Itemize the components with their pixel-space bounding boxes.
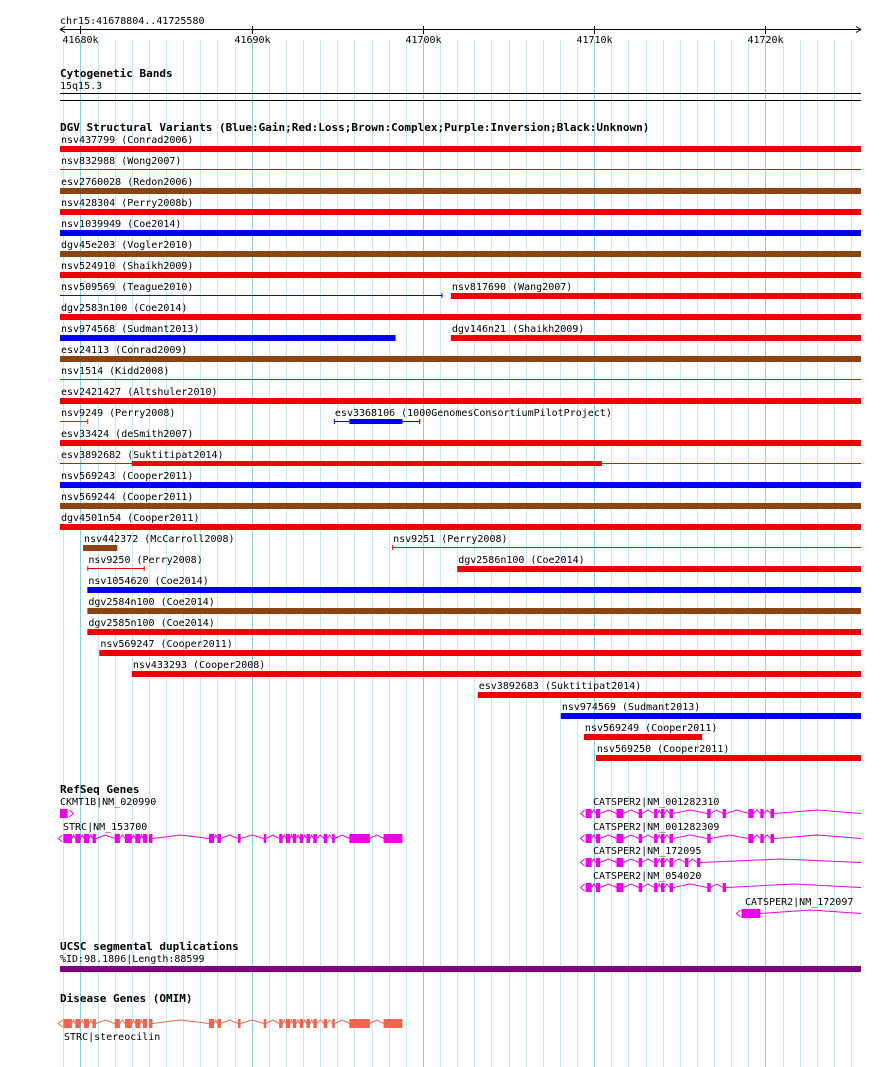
omim-gene-exon bbox=[125, 1019, 132, 1028]
gene-exon bbox=[75, 834, 80, 843]
variant-label: nsv524910 (Shaikh2009) bbox=[61, 261, 194, 272]
variant-label: dgv2583n100 (Coe2014) bbox=[61, 303, 188, 314]
variant-bar bbox=[451, 293, 861, 299]
omim-gene-exon bbox=[293, 1019, 296, 1028]
variant-label: nsv569249 (Cooper2011) bbox=[584, 723, 718, 734]
gene-exon bbox=[300, 834, 303, 843]
variant-bar bbox=[87, 629, 861, 635]
variant-bar bbox=[99, 650, 861, 656]
segdup-label: %ID:98.1806|Length:88599 bbox=[60, 954, 205, 965]
omim-gene-exon bbox=[286, 1019, 290, 1028]
gene-label: CATSPER2|NM_172095 bbox=[593, 846, 702, 857]
omim-gene-label: STRC|stereocilin bbox=[64, 1032, 161, 1043]
gene-intron-line bbox=[592, 859, 861, 863]
gene-label: CKMT1B|NM_020990 bbox=[60, 797, 157, 808]
variant-bar bbox=[451, 335, 861, 341]
variant-label: nsv832988 (Wong2007) bbox=[61, 156, 182, 167]
gene-exon bbox=[748, 834, 753, 843]
gene-exon bbox=[586, 883, 592, 892]
gene-exon bbox=[149, 834, 152, 843]
gene-exon bbox=[723, 809, 726, 818]
refseq-track-title: RefSeq Genes bbox=[60, 783, 140, 796]
gene-strand-arrow bbox=[581, 884, 585, 891]
variant-label: dgv45e203 (Vogler2010) bbox=[61, 240, 194, 251]
omim-gene-exon bbox=[307, 1019, 310, 1028]
dgv-track-title: DGV Structural Variants (Blue:Gain;Red:Loss;Brown:Complex;Purple:Inversion;Black:Unknown) bbox=[60, 121, 650, 134]
variant-bar bbox=[83, 545, 117, 551]
variant-bar bbox=[60, 314, 861, 320]
variant-label: esv2421427 (Altshuler2010) bbox=[61, 387, 218, 398]
gene-exon bbox=[639, 883, 642, 892]
gene-exon bbox=[748, 809, 753, 818]
variant-label: dgv2585n100 (Coe2014) bbox=[88, 618, 215, 629]
gene-exon bbox=[60, 809, 68, 818]
variant-core-bar bbox=[349, 419, 402, 424]
variant-label: nsv437799 (Conrad2006) bbox=[61, 135, 194, 146]
variant-label: dgv2586n100 (Coe2014) bbox=[458, 555, 585, 566]
gene-exon bbox=[661, 858, 664, 867]
variant-core-bar bbox=[132, 461, 602, 466]
gene-exon bbox=[771, 809, 774, 818]
variant-bar bbox=[60, 335, 396, 341]
gene-exon bbox=[616, 858, 623, 867]
gene-exon bbox=[313, 834, 316, 843]
variant-bar bbox=[60, 251, 861, 257]
gene-exon bbox=[771, 834, 774, 843]
gene-exon bbox=[217, 834, 220, 843]
gene-exon bbox=[670, 809, 673, 818]
gene-exon bbox=[654, 883, 657, 892]
variant-bar bbox=[60, 230, 861, 236]
gene-strand-arrow bbox=[58, 835, 62, 842]
omim-gene-exon bbox=[264, 1019, 267, 1028]
variant-bar bbox=[132, 671, 861, 677]
gene-exon bbox=[286, 834, 290, 843]
variant-label: nsv1514 (Kidd2008) bbox=[61, 366, 170, 377]
variant-label: nsv1054620 (Coe2014) bbox=[88, 576, 209, 587]
variant-label: nsv509569 (Teague2010) bbox=[61, 282, 194, 293]
gene-exon bbox=[707, 883, 710, 892]
variant-bar bbox=[87, 587, 861, 593]
omim-gene-exon bbox=[143, 1019, 147, 1028]
gene-label: STRC|NM_153700 bbox=[63, 822, 148, 833]
variant-label: nsv9250 (Perry2008) bbox=[88, 555, 203, 566]
variant-label: esv33424 (deSmith2007) bbox=[61, 429, 194, 440]
variant-label: nsv1039949 (Coe2014) bbox=[61, 219, 182, 230]
variant-label: dgv2584n100 (Coe2014) bbox=[88, 597, 215, 608]
gene-exon bbox=[654, 858, 657, 867]
gene-exon bbox=[616, 834, 623, 843]
variant-bar bbox=[561, 713, 861, 719]
ruler-tick-label: 41700k bbox=[405, 35, 442, 46]
variant-label: nsv974569 (Sudmant2013) bbox=[561, 702, 701, 713]
variant-bar bbox=[60, 356, 861, 362]
ruler-tick-label: 41710k bbox=[576, 35, 613, 46]
variant-bar bbox=[60, 272, 861, 278]
gene-exon bbox=[661, 883, 664, 892]
gene-exon bbox=[586, 834, 592, 843]
variant-label: nsv974568 (Sudmant2013) bbox=[61, 324, 200, 335]
gene-exon bbox=[586, 809, 592, 818]
omim-gene-exon bbox=[92, 1019, 95, 1028]
gene-exon bbox=[384, 834, 403, 843]
variant-bar bbox=[60, 503, 861, 509]
variant-bar bbox=[457, 566, 861, 572]
gene-exon bbox=[307, 834, 310, 843]
variant-bar bbox=[60, 188, 861, 194]
gene-exon bbox=[92, 834, 95, 843]
gene-strand-arrow bbox=[581, 810, 585, 817]
gene-label: CATSPER2|NM_054020 bbox=[593, 871, 702, 882]
gene-intron-line bbox=[592, 884, 861, 888]
omim-gene-exon bbox=[217, 1019, 220, 1028]
omim-gene-exon bbox=[84, 1019, 89, 1028]
variant-label: nsv569244 (Cooper2011) bbox=[61, 492, 194, 503]
gene-exon bbox=[685, 858, 688, 867]
gene-exon bbox=[63, 834, 72, 843]
variant-label: nsv569250 (Cooper2011) bbox=[596, 744, 730, 755]
gene-exon bbox=[264, 834, 267, 843]
gene-exon bbox=[293, 834, 296, 843]
variant-bar bbox=[60, 524, 861, 530]
cytoband-label: 15q15.3 bbox=[60, 81, 103, 92]
gene-exon bbox=[596, 809, 600, 818]
gene-exon bbox=[238, 834, 241, 843]
ruler-tick-label: 41720k bbox=[747, 35, 784, 46]
gene-exon bbox=[349, 834, 370, 843]
variant-bar bbox=[596, 755, 861, 761]
variant-label: nsv428304 (Perry2008b) bbox=[61, 198, 194, 209]
omim-track-title: Disease Genes (OMIM) bbox=[60, 992, 193, 1005]
gene-exon bbox=[125, 834, 132, 843]
gene-intron-line bbox=[592, 810, 861, 814]
gene-exon bbox=[670, 883, 673, 892]
gene-exon bbox=[143, 834, 147, 843]
gene-exon bbox=[332, 834, 335, 843]
gene-exon bbox=[654, 834, 657, 843]
omim-gene-exon bbox=[75, 1019, 80, 1028]
gene-exon bbox=[670, 858, 673, 867]
gene-exon bbox=[596, 858, 600, 867]
gene-exon bbox=[324, 834, 327, 843]
variant-label: nsv9251 (Perry2008) bbox=[393, 534, 508, 545]
gene-exon bbox=[596, 834, 600, 843]
omim-gene-exon bbox=[238, 1019, 241, 1028]
gene-exon bbox=[697, 858, 700, 867]
variant-label: esv3892682 (Suktitipat2014) bbox=[61, 450, 224, 461]
variant-label: nsv433293 (Cooper2008) bbox=[132, 660, 266, 671]
omim-gene-exon bbox=[384, 1019, 403, 1028]
variant-bar bbox=[60, 398, 861, 404]
gene-exon bbox=[596, 883, 600, 892]
variant-label: esv24113 (Conrad2009) bbox=[61, 345, 188, 356]
variant-bar bbox=[584, 734, 702, 740]
gene-exon bbox=[135, 834, 140, 843]
gene-label: CATSPER2|NM_001282309 bbox=[593, 822, 720, 833]
variant-label: esv2760028 (Redon2006) bbox=[61, 177, 194, 188]
ruler-title: chr15:41678804..41725580 bbox=[60, 16, 205, 27]
gene-exon bbox=[639, 809, 642, 818]
omim-gene-strand-arrow bbox=[58, 1020, 62, 1027]
omim-gene-exon bbox=[279, 1019, 282, 1028]
gene-strand-arrow bbox=[736, 910, 740, 917]
gene-exon bbox=[661, 834, 664, 843]
gene-exon bbox=[670, 834, 673, 843]
gene-exon bbox=[760, 809, 763, 818]
variant-label: dgv146n21 (Shaikh2009) bbox=[451, 324, 585, 335]
gene-exon bbox=[639, 834, 642, 843]
gene-label: CATSPER2|NM_172097 bbox=[745, 897, 854, 908]
omim-gene-exon bbox=[349, 1019, 370, 1028]
gene-exon bbox=[760, 834, 763, 843]
variant-label: dgv4501n54 (Cooper2011) bbox=[61, 513, 200, 524]
gene-exon bbox=[115, 834, 120, 843]
variant-bar bbox=[478, 692, 861, 698]
omim-gene-exon bbox=[115, 1019, 120, 1028]
variant-bar bbox=[60, 146, 861, 152]
gene-exon bbox=[639, 858, 642, 867]
cytoband-track-title: Cytogenetic Bands bbox=[60, 67, 173, 80]
variant-bar bbox=[60, 209, 861, 215]
gene-exon bbox=[209, 834, 214, 843]
ruler-tick-label: 41690k bbox=[234, 35, 271, 46]
ruler-tick-label: 41680k bbox=[62, 35, 99, 46]
omim-gene-exon bbox=[209, 1019, 214, 1028]
omim-gene-exon bbox=[135, 1019, 140, 1028]
segdup-bar bbox=[60, 966, 861, 972]
variant-label: nsv9249 (Perry2008) bbox=[61, 408, 176, 419]
gene-intron-line bbox=[760, 910, 861, 914]
segdup-track-title: UCSC segmental duplications bbox=[60, 940, 239, 953]
variant-label: nsv569247 (Cooper2011) bbox=[100, 639, 233, 650]
gene-intron-line bbox=[592, 835, 861, 839]
omim-gene-exon bbox=[313, 1019, 316, 1028]
variant-bar bbox=[60, 482, 861, 488]
gene-exon bbox=[654, 809, 657, 818]
gene-strand-arrow bbox=[581, 859, 585, 866]
gene-exon bbox=[84, 834, 89, 843]
variant-bar bbox=[87, 608, 861, 614]
variant-label: nsv817690 (Wang2007) bbox=[451, 282, 573, 293]
gene-exon bbox=[616, 809, 623, 818]
gene-exon bbox=[661, 809, 664, 818]
gene-exon bbox=[707, 834, 710, 843]
variant-label: nsv569243 (Cooper2011) bbox=[61, 471, 194, 482]
variant-bar bbox=[60, 440, 861, 446]
gene-label: CATSPER2|NM_001282310 bbox=[593, 797, 720, 808]
omim-gene-exon bbox=[63, 1019, 72, 1028]
omim-gene-exon bbox=[300, 1019, 303, 1028]
gene-exon bbox=[586, 858, 592, 867]
omim-gene-exon bbox=[324, 1019, 327, 1028]
gene-strand-arrow bbox=[581, 835, 585, 842]
variant-label: esv3368106 (1000GenomesConsortiumPilotProject) bbox=[334, 408, 612, 419]
omim-gene-exon bbox=[332, 1019, 335, 1028]
gene-exon bbox=[616, 883, 623, 892]
gene-exon bbox=[279, 834, 282, 843]
gene-exon bbox=[723, 883, 726, 892]
variant-label: nsv442372 (McCarroll2008) bbox=[84, 534, 235, 545]
gene-exon bbox=[707, 809, 710, 818]
omim-gene-exon bbox=[149, 1019, 152, 1028]
gene-exon bbox=[741, 909, 760, 918]
gene-strand-arrow bbox=[69, 810, 73, 817]
variant-label: esv3892683 (Suktitipat2014) bbox=[478, 681, 642, 692]
